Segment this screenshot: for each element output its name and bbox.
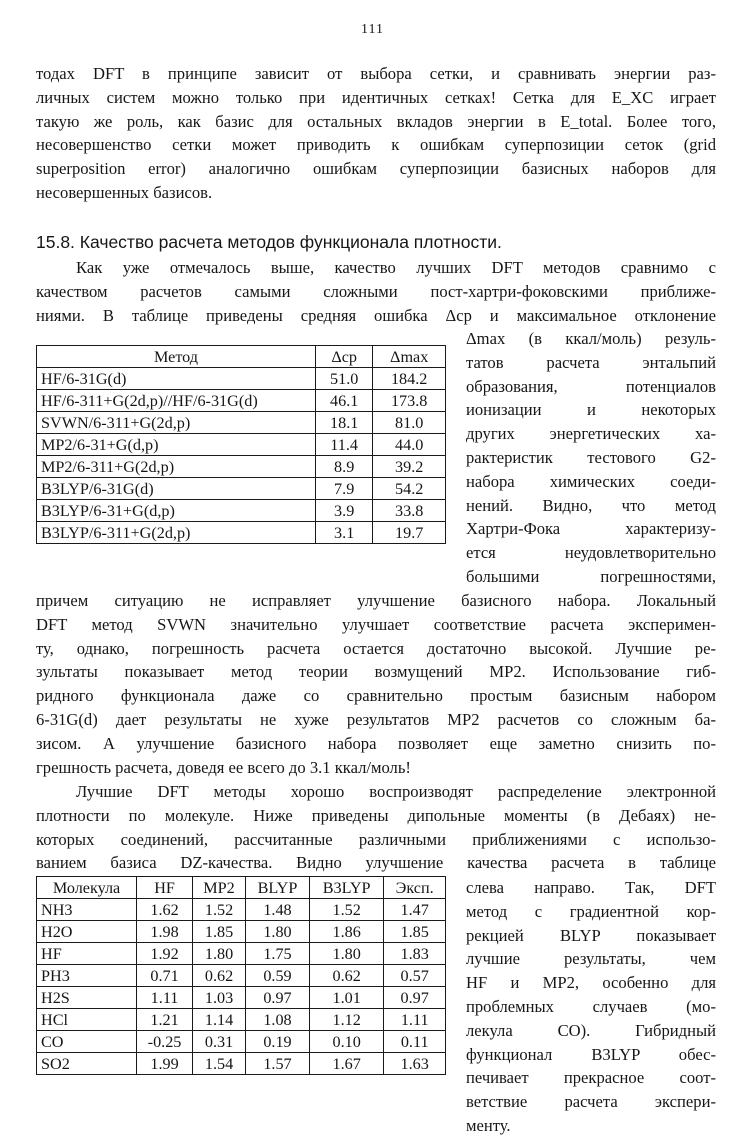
table-cell: 0.31 xyxy=(193,1031,246,1053)
text-line: большими погрешностями, xyxy=(466,566,716,586)
text-line: плотности по молекуле. Ниже приведены дипольные моменты (в Дебаях) не- xyxy=(36,805,716,825)
table-cell: 51.0 xyxy=(316,368,373,390)
table-header-row xyxy=(37,346,446,368)
table-row xyxy=(37,456,446,478)
table-row xyxy=(37,434,446,456)
table-cell: 1.52 xyxy=(193,899,246,921)
text-line: Δmax (в ккал/моль) резуль- xyxy=(466,329,716,348)
text-line: рекцией BLYP показывает xyxy=(466,925,716,945)
table-cell: SVWN/6-311+G(2d,p) xyxy=(37,412,316,434)
column-header: MP2 xyxy=(193,877,246,899)
table-cell: 8.9 xyxy=(316,456,373,478)
text-line: других энергетических ха- xyxy=(466,424,716,444)
table-cell: 0.97 xyxy=(384,987,446,1009)
text-line: ется неудовлетворительно xyxy=(466,543,716,563)
table-cell: 0.10 xyxy=(309,1031,383,1053)
table-cell: 1.85 xyxy=(384,921,446,943)
text-line: зультаты показывает метод теории возмущений MP2. Использование гиб- xyxy=(36,662,716,682)
text-line: грешность расчета, доведя ее всего до 3.1 ккал/моль! xyxy=(36,757,411,777)
table-cell: 33.8 xyxy=(373,500,446,522)
table-cell: NH3 xyxy=(37,899,137,921)
text-line: рактеристик тестового G2- xyxy=(466,447,716,467)
text-line: такую же роль, как базис для остальных вкладов энергии в E_total. Более того, xyxy=(36,111,716,131)
column-header: Молекула xyxy=(37,877,137,899)
column-header: Δcp xyxy=(316,346,373,368)
table-cell: 0.19 xyxy=(246,1031,310,1053)
column-header: B3LYP xyxy=(309,877,383,899)
text-line: ниями. В таблице приведены средняя ошибка Δcp и максимальное отклонение xyxy=(36,305,716,325)
text-line: DFT метод SVWN значительно улучшает соответствие расчета эксперимен- xyxy=(36,614,716,634)
table-cell: 1.85 xyxy=(193,921,246,943)
table-row xyxy=(37,987,446,1009)
table-cell: 0.71 xyxy=(137,965,193,987)
column-header: BLYP xyxy=(246,877,310,899)
text-line: несовершенных базисов. xyxy=(36,182,213,202)
table-row xyxy=(37,899,446,921)
table-row xyxy=(37,1053,446,1075)
text-line: тодах DFT в принципе зависит от выбора сетки, и сравнивать энергии раз- xyxy=(36,64,716,83)
table-row xyxy=(37,1031,446,1053)
column-header: Метод xyxy=(37,346,316,368)
table-cell: 1.62 xyxy=(137,899,193,921)
table-cell: 1.01 xyxy=(309,987,383,1009)
table-cell: 11.4 xyxy=(316,434,373,456)
table-cell: 0.57 xyxy=(384,965,446,987)
table-cell: 1.86 xyxy=(309,921,383,943)
text-line: функционал B3LYP обес- xyxy=(466,1044,716,1064)
table-cell: H2O xyxy=(37,921,137,943)
text-line: печивает прекрасное соот- xyxy=(466,1068,716,1088)
page-number: 111 xyxy=(361,22,384,37)
table-cell: HF/6-311+G(2d,p)//HF/6-31G(d) xyxy=(37,390,316,412)
table-cell: B3LYP/6-31G(d) xyxy=(37,478,316,500)
paragraph-dipole-moments xyxy=(36,780,716,875)
table-cell: 3.1 xyxy=(316,522,373,544)
table-cell: 1.57 xyxy=(246,1053,310,1075)
table-cell: 1.11 xyxy=(384,1009,446,1031)
table-header-row xyxy=(37,877,446,899)
text-line: Лучшие DFT методы хорошо воспроизводят распределение электронной xyxy=(76,782,716,801)
text-line: проблемных случаев (мо- xyxy=(466,996,716,1016)
table-cell: 0.62 xyxy=(193,965,246,987)
table-row xyxy=(37,412,446,434)
table-cell: MP2/6-31+G(d,p) xyxy=(37,434,316,456)
table-cell: 81.0 xyxy=(373,412,446,434)
dipole-side-column xyxy=(466,876,716,1138)
table-cell: CO xyxy=(37,1031,137,1053)
table-row xyxy=(37,921,446,943)
table-row xyxy=(37,500,446,522)
table-cell: 1.67 xyxy=(309,1053,383,1075)
text-line: менту. xyxy=(466,1115,511,1135)
column-header: HF xyxy=(137,877,193,899)
text-line: HF и MP2, особенно для xyxy=(466,973,716,993)
table-cell: 0.62 xyxy=(309,965,383,987)
table-cell: 1.08 xyxy=(246,1009,310,1031)
table-cell: HF/6-31G(d) xyxy=(37,368,316,390)
table-cell: 1.21 xyxy=(137,1009,193,1031)
paragraph-continuation xyxy=(36,589,716,779)
text-line: ванием базиса DZ-качества. Видно улучшение качества расчета в таблице xyxy=(36,853,716,873)
table-cell: 1.11 xyxy=(137,987,193,1009)
text-line: качеством расчетов самыми сложными пост-хартри-фоковскими приближе- xyxy=(36,281,716,301)
paragraph-grid-dependence xyxy=(36,62,716,205)
text-line: лучшие результаты, чем xyxy=(466,949,716,969)
table-cell: HF xyxy=(37,943,137,965)
table-cell: 19.7 xyxy=(373,522,446,544)
table-cell: 18.1 xyxy=(316,412,373,434)
text-line: причем ситуацию не исправляет улучшение базисного набора. Локальный xyxy=(36,591,716,610)
text-line: Как уже отмечалось выше, качество лучших DFT методов сравнимо с xyxy=(76,258,716,277)
text-line: слева направо. Так, DFT xyxy=(466,878,716,897)
table-cell: 0.59 xyxy=(246,965,310,987)
dipole-moment-table xyxy=(36,876,446,1075)
text-line: зисом. А улучшение базисного набора позволяет еще заметно снизить по- xyxy=(36,733,716,753)
table-cell: 1.48 xyxy=(246,899,310,921)
table-cell: 184.2 xyxy=(373,368,446,390)
table-cell: H2S xyxy=(37,987,137,1009)
table-row xyxy=(37,368,446,390)
table-cell: 1.52 xyxy=(309,899,383,921)
text-line: несовершенство сетки может приводить к ошибкам суперпозиции сеток (grid xyxy=(36,135,716,155)
text-line: набора химических соеди- xyxy=(466,471,716,491)
table-cell: 1.14 xyxy=(193,1009,246,1031)
table-cell: 46.1 xyxy=(316,390,373,412)
table-cell: PH3 xyxy=(37,965,137,987)
table-row xyxy=(37,965,446,987)
table-cell: 7.9 xyxy=(316,478,373,500)
text-line: ветствие расчета экспери- xyxy=(466,1092,716,1112)
table-cell: 1.47 xyxy=(384,899,446,921)
table-cell: B3LYP/6-31+G(d,p) xyxy=(37,500,316,522)
table-cell: HCl xyxy=(37,1009,137,1031)
table-cell: 44.0 xyxy=(373,434,446,456)
paragraph-side-column xyxy=(466,327,716,589)
table-cell: 1.83 xyxy=(384,943,446,965)
text-line: ионизации и некоторых xyxy=(466,400,716,420)
text-line: татов расчета энтальпий xyxy=(466,352,716,372)
table-row xyxy=(37,390,446,412)
table-cell: 3.9 xyxy=(316,500,373,522)
text-line: метод с градиентной кор- xyxy=(466,901,716,921)
table-cell: 0.97 xyxy=(246,987,310,1009)
table-cell: 1.75 xyxy=(246,943,310,965)
text-line: ту, однако, погрешность расчета остается достаточно высокой. Лучшие ре- xyxy=(36,638,716,658)
table-cell: 1.03 xyxy=(193,987,246,1009)
column-header: Эксп. xyxy=(384,877,446,899)
text-line: ридного функционала даже со сравнительно простым базисным набором xyxy=(36,686,716,706)
table-cell: 173.8 xyxy=(373,390,446,412)
text-line: Хартри-Фока характеризу- xyxy=(466,519,716,539)
table-cell: 1.98 xyxy=(137,921,193,943)
text-line: которых соединений, рассчитанные различными приближениями с использо- xyxy=(36,829,716,849)
table-cell: MP2/6-311+G(2d,p) xyxy=(37,456,316,478)
methods-error-table xyxy=(36,345,446,544)
table-row xyxy=(37,522,446,544)
column-header: Δmax xyxy=(373,346,446,368)
table-cell: SO2 xyxy=(37,1053,137,1075)
table-row xyxy=(37,1009,446,1031)
paragraph-dft-quality xyxy=(36,256,716,327)
text-line: образования, потенциалов xyxy=(466,376,716,396)
table-cell: 1.99 xyxy=(137,1053,193,1075)
text-line: superposition error) аналогично ошибкам суперпозиции базисных наборов для xyxy=(36,159,716,179)
table-cell: B3LYP/6-311+G(2d,p) xyxy=(37,522,316,544)
table-cell: 1.80 xyxy=(309,943,383,965)
table-cell: 1.54 xyxy=(193,1053,246,1075)
table-cell: 1.63 xyxy=(384,1053,446,1075)
table-cell: 1.80 xyxy=(246,921,310,943)
text-line: нений. Видно, что метод xyxy=(466,495,716,515)
text-line: 6-31G(d) дает результаты не хуже результатов MP2 расчетов со сложным ба- xyxy=(36,709,716,729)
table-cell: 1.80 xyxy=(193,943,246,965)
table-cell: 0.11 xyxy=(384,1031,446,1053)
section-heading: 15.8. Качество расчета методов функционала плотности. xyxy=(36,232,502,252)
table-cell: 1.12 xyxy=(309,1009,383,1031)
table-row xyxy=(37,943,446,965)
table-cell: 54.2 xyxy=(373,478,446,500)
text-line: личных систем можно только при идентичных сетках! Сетка для E_XC играет xyxy=(36,87,716,107)
text-line: лекула CO). Гибридный xyxy=(466,1020,716,1040)
table-cell: -0.25 xyxy=(137,1031,193,1053)
table-cell: 39.2 xyxy=(373,456,446,478)
table-cell: 1.92 xyxy=(137,943,193,965)
table-row xyxy=(37,478,446,500)
